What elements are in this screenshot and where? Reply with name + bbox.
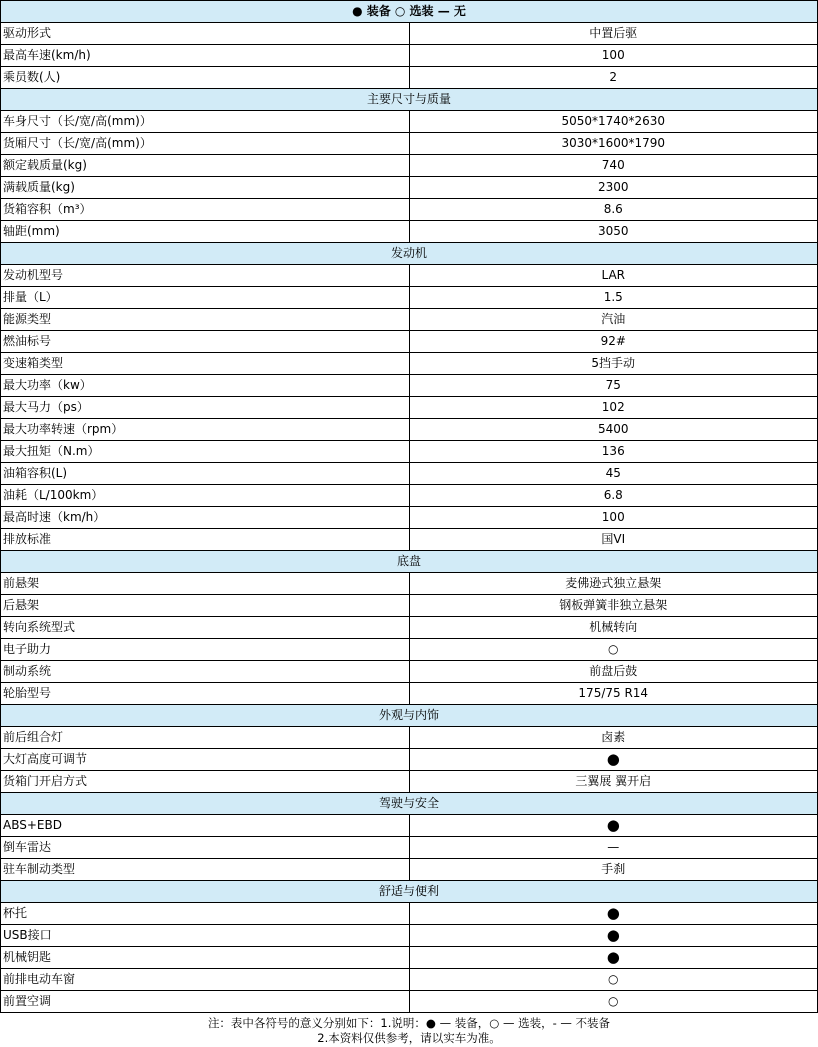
spec-value: 卤素: [409, 727, 818, 749]
spec-label: 转向系统型式: [1, 617, 410, 639]
spec-value: 手刹: [409, 859, 818, 881]
spec-row: [1, 287, 818, 309]
spec-value: 3050: [409, 221, 818, 243]
section-title: 主要尺寸与质量: [1, 89, 818, 111]
spec-label: 发动机型号: [1, 265, 410, 287]
spec-row: [1, 969, 818, 991]
footnote-line: 注：表中各符号的意义分别如下：1.说明：● — 装备，○ — 选装，- — 不装备: [207, 1016, 611, 1030]
spec-row: [1, 859, 818, 881]
spec-row: [1, 815, 818, 837]
section-title: 底盘: [1, 551, 818, 573]
spec-label: 机械钥匙: [1, 947, 410, 969]
legend-header-row: [1, 1, 818, 23]
spec-row: [1, 661, 818, 683]
spec-row: [1, 419, 818, 441]
spec-row: [1, 683, 818, 705]
spec-value: 5挡手动: [409, 353, 818, 375]
spec-value: ○: [409, 969, 818, 991]
footnote: [0, 1013, 818, 1046]
spec-row: [1, 177, 818, 199]
spec-value: —: [409, 837, 818, 859]
spec-row: [1, 67, 818, 89]
spec-label: 制动系统: [1, 661, 410, 683]
spec-value: ○: [409, 991, 818, 1013]
spec-value: 2300: [409, 177, 818, 199]
spec-value: 45: [409, 463, 818, 485]
spec-label: 最大功率（kw）: [1, 375, 410, 397]
spec-value: 2: [409, 67, 818, 89]
spec-value: 前盘后鼓: [409, 661, 818, 683]
spec-value: ●: [409, 947, 818, 969]
spec-label: 最大功率转速（rpm）: [1, 419, 410, 441]
spec-value: 8.6: [409, 199, 818, 221]
spec-label: 前后组合灯: [1, 727, 410, 749]
spec-label: 燃油标号: [1, 331, 410, 353]
section-header-row: [1, 881, 818, 903]
spec-row: [1, 463, 818, 485]
spec-label: USB接口: [1, 925, 410, 947]
spec-value: 102: [409, 397, 818, 419]
spec-value: 6.8: [409, 485, 818, 507]
spec-label: 驱动形式: [1, 23, 410, 45]
spec-row: [1, 903, 818, 925]
section-header-row: [1, 705, 818, 727]
spec-value: 钢板弹簧非独立悬架: [409, 595, 818, 617]
spec-label: 驻车制动类型: [1, 859, 410, 881]
spec-value: 740: [409, 155, 818, 177]
spec-value: 1.5: [409, 287, 818, 309]
spec-row: [1, 529, 818, 551]
spec-value: 汽油: [409, 309, 818, 331]
spec-value: ●: [409, 815, 818, 837]
spec-row: [1, 749, 818, 771]
spec-row: [1, 595, 818, 617]
spec-value: ●: [409, 749, 818, 771]
spec-row: [1, 133, 818, 155]
spec-label: ABS+EBD: [1, 815, 410, 837]
spec-label: 电子助力: [1, 639, 410, 661]
spec-label: 能源类型: [1, 309, 410, 331]
spec-label: 油箱容积(L): [1, 463, 410, 485]
spec-row: [1, 309, 818, 331]
spec-value: ○: [409, 639, 818, 661]
spec-row: [1, 507, 818, 529]
spec-label: 倒车雷达: [1, 837, 410, 859]
spec-row: [1, 639, 818, 661]
section-header-row: [1, 793, 818, 815]
spec-row: [1, 45, 818, 67]
spec-value: 100: [409, 45, 818, 67]
spec-row: [1, 331, 818, 353]
spec-label: 前置空调: [1, 991, 410, 1013]
spec-label: 最高时速（km/h）: [1, 507, 410, 529]
spec-value: 5400: [409, 419, 818, 441]
spec-row: [1, 837, 818, 859]
section-title: 舒适与便利: [1, 881, 818, 903]
section-title: 发动机: [1, 243, 818, 265]
legend-header: ● 装备 ○ 选装 — 无: [1, 1, 818, 23]
spec-value: 机械转向: [409, 617, 818, 639]
spec-row: [1, 925, 818, 947]
spec-label: 杯托: [1, 903, 410, 925]
spec-row: [1, 771, 818, 793]
section-header-row: [1, 243, 818, 265]
footnote-line: 2.本资料仅供参考，请以实车为准。: [317, 1031, 501, 1045]
section-header-row: [1, 89, 818, 111]
spec-value: 麦佛逊式独立悬架: [409, 573, 818, 595]
spec-row: [1, 375, 818, 397]
spec-label: 排放标准: [1, 529, 410, 551]
spec-row: [1, 485, 818, 507]
spec-label: 前排电动车窗: [1, 969, 410, 991]
spec-label: 货箱门开启方式: [1, 771, 410, 793]
spec-label: 轮胎型号: [1, 683, 410, 705]
spec-label: 最大马力（ps）: [1, 397, 410, 419]
spec-row: [1, 111, 818, 133]
spec-row: [1, 221, 818, 243]
spec-label: 乘员数(人): [1, 67, 410, 89]
spec-label: 最高车速(km/h): [1, 45, 410, 67]
spec-label: 货箱容积（m³）: [1, 199, 410, 221]
spec-row: [1, 397, 818, 419]
spec-row: [1, 617, 818, 639]
spec-row: [1, 727, 818, 749]
spec-value: 3030*1600*1790: [409, 133, 818, 155]
spec-value: 100: [409, 507, 818, 529]
spec-value: 三翼展 翼开启: [409, 771, 818, 793]
spec-label: 车身尺寸（长/宽/高(mm)）: [1, 111, 410, 133]
spec-value: 75: [409, 375, 818, 397]
spec-label: 最大扭矩（N.m）: [1, 441, 410, 463]
spec-row: [1, 23, 818, 45]
spec-label: 额定载质量(kg): [1, 155, 410, 177]
spec-label: 货厢尺寸（长/宽/高(mm)）: [1, 133, 410, 155]
spec-label: 变速箱类型: [1, 353, 410, 375]
spec-value: 136: [409, 441, 818, 463]
spec-row: [1, 441, 818, 463]
spec-table-body: [1, 1, 818, 1013]
spec-label: 大灯高度可调节: [1, 749, 410, 771]
spec-row: [1, 155, 818, 177]
spec-row: [1, 991, 818, 1013]
spec-label: 油耗（L/100km）: [1, 485, 410, 507]
spec-row: [1, 353, 818, 375]
spec-value: 92#: [409, 331, 818, 353]
spec-label: 排量（L）: [1, 287, 410, 309]
spec-row: [1, 947, 818, 969]
spec-value: ●: [409, 925, 818, 947]
spec-value: LAR: [409, 265, 818, 287]
section-header-row: [1, 551, 818, 573]
spec-value: 国VI: [409, 529, 818, 551]
spec-label: 前悬架: [1, 573, 410, 595]
spec-value: ●: [409, 903, 818, 925]
spec-value: 中置后驱: [409, 23, 818, 45]
spec-label: 轴距(mm): [1, 221, 410, 243]
section-title: 外观与内饰: [1, 705, 818, 727]
section-title: 驾驶与安全: [1, 793, 818, 815]
spec-row: [1, 199, 818, 221]
spec-label: 满载质量(kg): [1, 177, 410, 199]
spec-label: 后悬架: [1, 595, 410, 617]
spec-value: 175/75 R14: [409, 683, 818, 705]
spec-row: [1, 573, 818, 595]
spec-row: [1, 265, 818, 287]
spec-value: 5050*1740*2630: [409, 111, 818, 133]
